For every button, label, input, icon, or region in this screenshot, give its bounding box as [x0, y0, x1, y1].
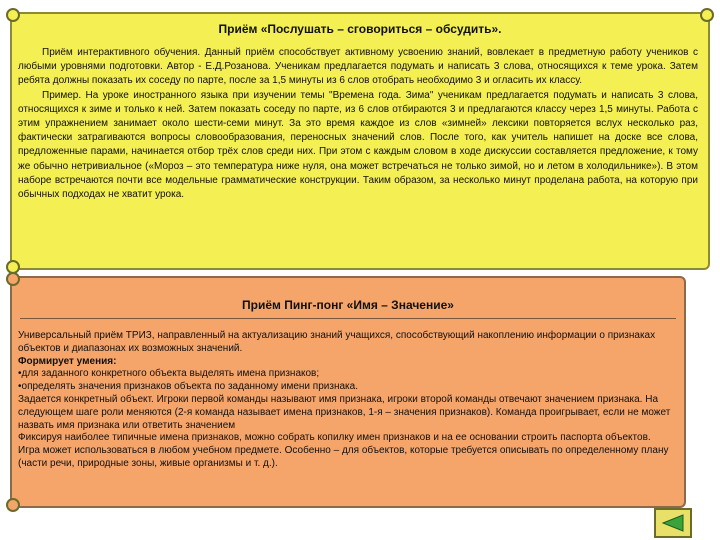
- paragraph-example: Пример. На уроке иностранного языка при изучении темы "Времена года. Зима" ученикам предлагается подумать и написать 3 слова, относящихся к зиме и только к ней. Затем показать соседу по парте, из 6 слов отбираются 3 и предлагаются классу через 1,5 минуты. Работа с этим упражнением занимает около шести-семи минут. За это время каждое из слов «зимней» лексики повторяется вслух несколько раз, фактически затрагиваются вопросы словообразования, переносных значений слов. После того, как учитель напишет на доске все слова, предложенные парами, начинается отбор трёх слов среди них. При этом с каждым словом в ходе дискуссии составляется предложение, к тому же обычно нетривиальное («Мороз – это температура ниже нуля, она может встречаться не только зимой, но и летом в холодильнике»). В этом наборе встречаются почти все модельные грамматические конструкции. Таким образом, за несколько минут проделана работа, на которую при обычных подходах не хватит урока.: [18, 89, 698, 201]
- section-title: Приём Пинг-понг «Имя – Значение»: [242, 298, 454, 312]
- paragraph-outcome: Фиксируя наиболее типичные имена признаков, можно собрать копилку имен признаков и на ее основании строить паспорта объектов. Игра может использоваться в любом учебном предмете. Особенно – для объектов, которые требуется описывать по определенному плану (части речи, природные зоны, живые организмы и т. д.).: [18, 432, 669, 469]
- paragraph-rules: Задается конкретный объект. Игроки первой команды называют имя признака, игроки второй команды отвечают значением признака. На следующем шаге роли меняются (2-я команда называет имена признаков, 1-я – значения признаков). Команда проигрывает, если не может назвать имя признака или ответить значением: [18, 393, 671, 431]
- section-body: [18, 330, 674, 471]
- scroll-curl-icon: [6, 8, 20, 22]
- back-button[interactable]: [654, 508, 692, 538]
- skill-item: •для заданного конкретного объекта выделять имена признаков;: [18, 368, 320, 380]
- skills-heading: Формирует умения:: [18, 355, 117, 367]
- skill-item: •определять значения признаков объекта по заданному имени признака.: [18, 381, 358, 393]
- scroll-curl-icon: [6, 272, 20, 286]
- scroll-curl-icon: [6, 498, 20, 512]
- paragraph-description: Приём интерактивного обучения. Данный приём способствует активному усвоению знаний, вовлекает в предметную работу учеников с любыми уровнями подготовки. Автор - Е.Д.Розанова. Ученикам предлагается подумать и написать 3 слова, относящихся к теме урока. Затем ребята должны показать их соседу по парте, после за 1,5 минуты из 6 слов отобрать необходимо 3 и огласить их классу.: [18, 47, 698, 87]
- paragraph-intro: Универсальный приём ТРИЗ, направленный на актуализацию знаний учащихся, способствующий накоплению информации о признаках объектов и диапазонах их возможных значений.: [18, 330, 656, 354]
- title-divider: [20, 318, 676, 319]
- scroll-panel-listen-agree-discuss: [10, 12, 710, 270]
- scroll-panel-ping-pong: [10, 276, 686, 508]
- section-title: Приём «Послушать – сговориться – обсудить».: [218, 22, 502, 36]
- triangle-left-icon: [660, 513, 686, 533]
- section-body: [18, 46, 698, 202]
- scroll-curl-icon: [700, 8, 714, 22]
